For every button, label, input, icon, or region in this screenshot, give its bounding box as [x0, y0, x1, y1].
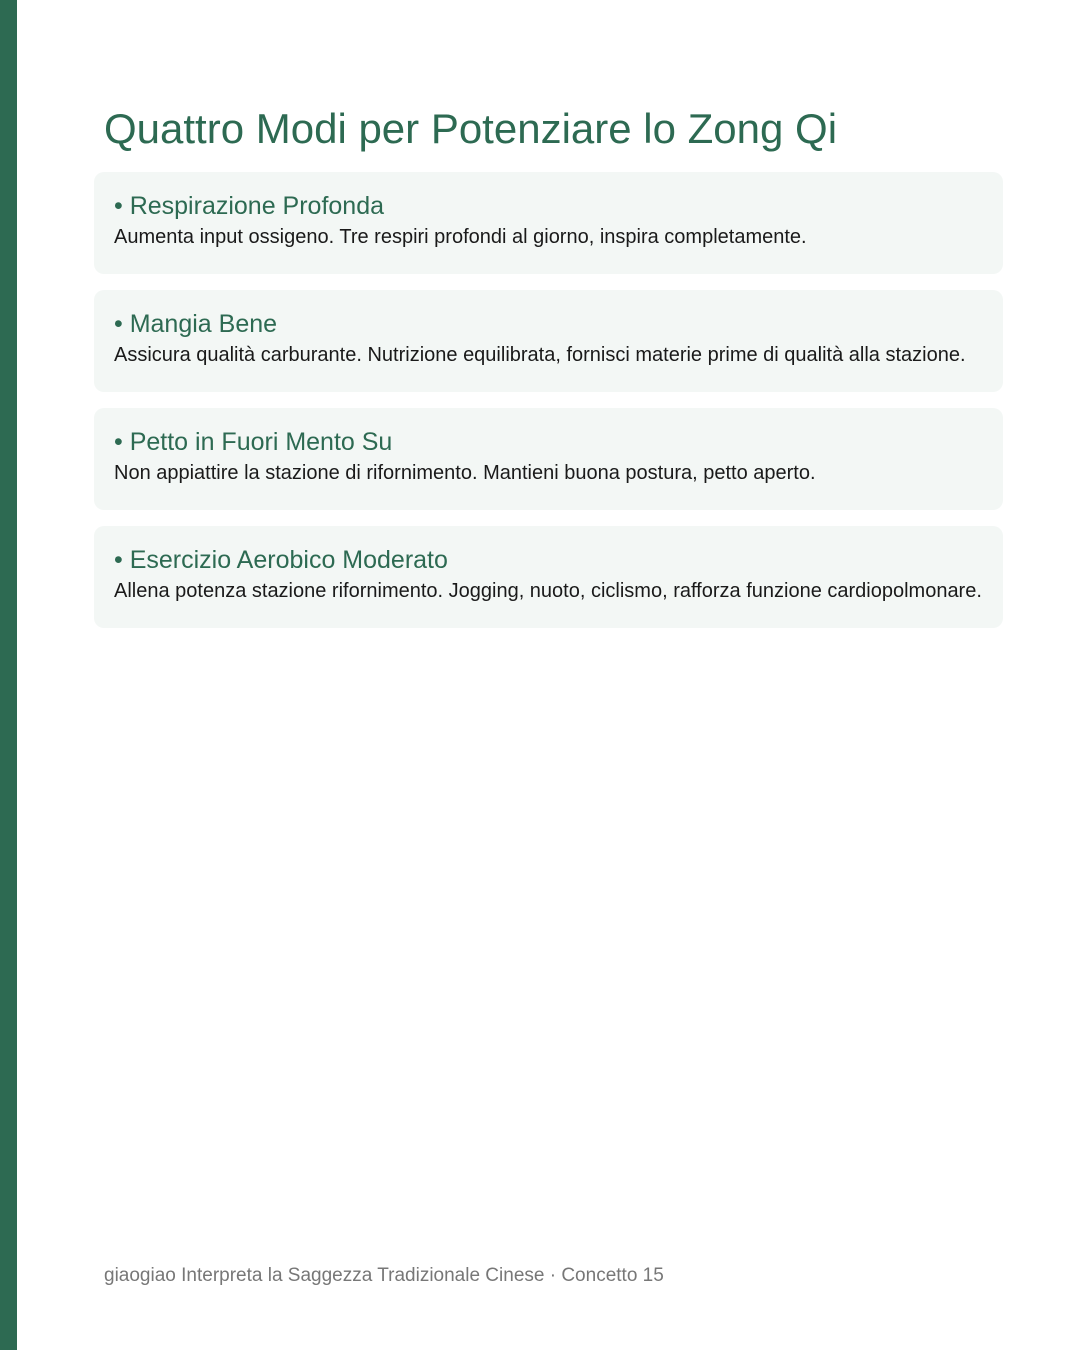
method-description: Assicura qualità carburante. Nutrizione equilibrata, fornisci materie prime di qualità alla stazione.: [114, 344, 966, 366]
method-title: • Respirazione Profonda: [114, 192, 385, 220]
left-accent-bar: [0, 0, 17, 1350]
method-title: • Petto in Fuori Mento Su: [114, 428, 393, 456]
method-description: Aumenta input ossigeno. Tre respiri profondi al giorno, inspira completamente.: [114, 226, 807, 248]
method-card: [94, 172, 1003, 274]
method-list: [94, 172, 1003, 644]
method-card: [94, 526, 1003, 628]
method-description: Allena potenza stazione rifornimento. Jogging, nuoto, ciclismo, rafforza funzione cardiopolmonare.: [114, 580, 982, 602]
page-title: Quattro Modi per Potenziare lo Zong Qi: [104, 105, 838, 152]
method-card: [94, 290, 1003, 392]
method-description: Non appiattire la stazione di rifornimento. Mantieni buona postura, petto aperto.: [114, 462, 816, 484]
method-title: • Mangia Bene: [114, 310, 278, 338]
footer-caption: giaogiao Interpreta la Saggezza Tradizionale Cinese · Concetto 15: [104, 1265, 664, 1286]
method-title: • Esercizio Aerobico Moderato: [114, 546, 448, 574]
method-card: [94, 408, 1003, 510]
